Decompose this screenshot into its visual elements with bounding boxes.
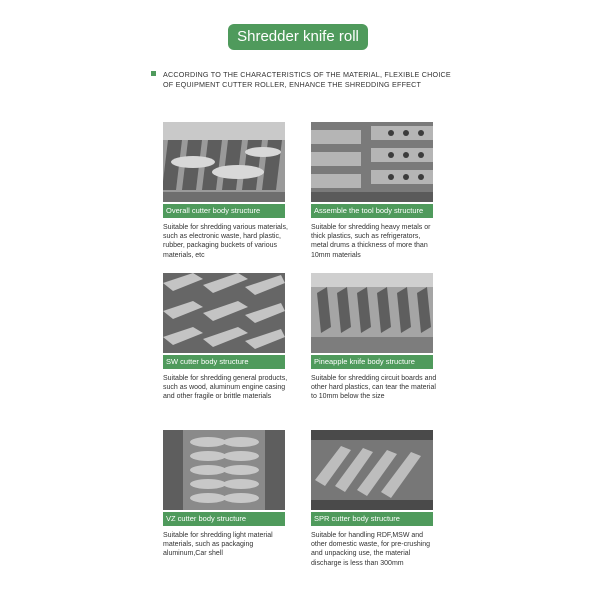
card-label: SPR cutter body structure bbox=[311, 512, 433, 526]
card-assemble-tool bbox=[311, 122, 433, 260]
card-spr-cutter bbox=[311, 430, 433, 568]
card-label: SW cutter body structure bbox=[163, 355, 285, 369]
card-description: Suitable for shredding circuit boards and other hard plastics, can tear the material to 10mm below the size bbox=[311, 375, 437, 401]
intro-bullet-icon bbox=[151, 71, 156, 76]
card-description: Suitable for handling RDF,MSW and other domestic waste, for pre-crushing and unpacking use, the material discharge is less than 300mm bbox=[311, 532, 431, 567]
card-description: Suitable for shredding light material materials, such as packaging aluminum,Car shell bbox=[163, 532, 273, 558]
cutter-photo bbox=[163, 430, 285, 510]
card-label: Overall cutter body structure bbox=[163, 204, 285, 218]
card-pineapple-knife bbox=[311, 273, 437, 402]
card-description: Suitable for shredding heavy metals or thick plastics, such as refrigerators, metal drums a thickness of more than 10mm materials bbox=[311, 224, 431, 259]
intro-text bbox=[153, 70, 453, 89]
card-label: Assemble the tool body structure bbox=[311, 204, 433, 218]
card-vz-cutter bbox=[163, 430, 285, 559]
card-sw-cutter bbox=[163, 273, 288, 402]
cutter-photo bbox=[163, 122, 285, 202]
cutter-photo bbox=[311, 430, 433, 510]
card-description: Suitable for shredding various materials, such as electronic waste, hard plastic, rubber, packaging buckets of various materials, etc bbox=[163, 224, 288, 259]
cutter-photo bbox=[311, 122, 433, 202]
intro-paragraph: ACCORDING TO THE CHARACTERISTICS OF THE MATERIAL, FLEXIBLE CHOICE OF EQUIPMENT CUTTER ROLLER, ENHANCE THE SHREDDING EFFECT bbox=[163, 70, 451, 89]
card-label: Pineapple knife body structure bbox=[311, 355, 433, 369]
card-label: VZ cutter body structure bbox=[163, 512, 285, 526]
page-title: Shredder knife roll bbox=[228, 24, 368, 50]
cutter-photo bbox=[163, 273, 285, 353]
card-overall-cutter bbox=[163, 122, 288, 260]
card-description: Suitable for shredding general products, such as wood, aluminum engine casing and other fragile or brittle materials bbox=[163, 375, 288, 401]
cutter-photo bbox=[311, 273, 433, 353]
